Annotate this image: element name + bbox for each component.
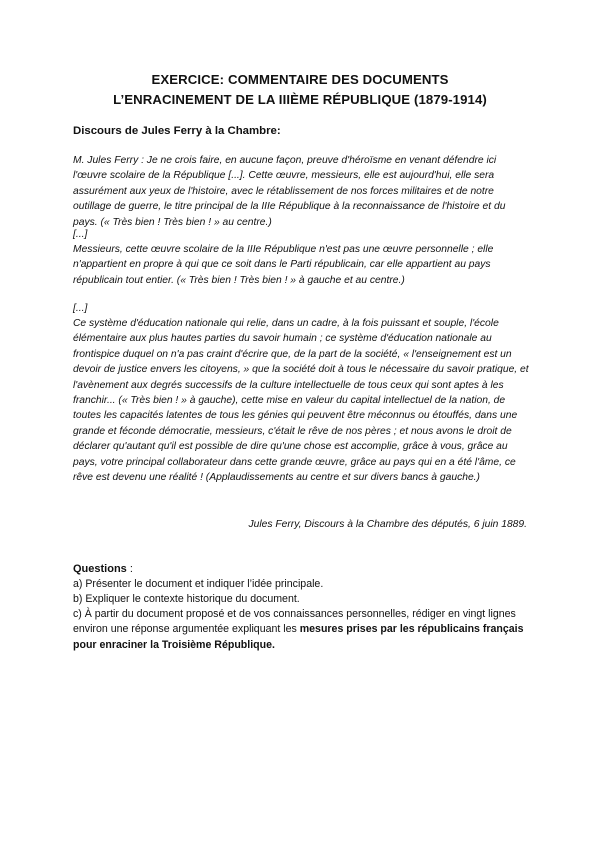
speech-paragraph-1: M. Jules Ferry : Je ne crois faire, en aucune façon, preuve d'héroïsme en venant défendre ici l'œuvre scolaire de la République [...]. Cette œuvre, messieurs, elle est aujourd'hui, elle sera assurément aux yeux de l'histoire, avec le rétablissement de nos forces militaires et de notre outillage de guerre, le titre principal de la IIIe République à la reconnaissance de l'histoire et du pays. (« Très bien ! Très bien ! » au centre.) (73, 155, 506, 228)
speech-ellipsis-2: [...] (73, 303, 88, 314)
question-c-emphasis: mesures prises par les républicains français pour enraciner la Troisième République. (73, 623, 524, 651)
questions-heading-colon: : (126, 563, 133, 575)
question-b: b) Expliquer le contexte historique du document. (73, 593, 300, 605)
document-heading: Discours de Jules Ferry à la Chambre: (73, 125, 281, 137)
exercise-title: EXERCICE: COMMENTAIRE DES DOCUMENTS (151, 72, 449, 87)
speech-ellipsis-1: [...] (73, 229, 88, 240)
question-c (73, 607, 531, 653)
questions-heading (73, 562, 133, 577)
document-source: Jules Ferry, Discours à la Chambre des députés, 6 juin 1889. (248, 519, 527, 530)
question-a: a) Présenter le document et indiquer l’idée principale. (73, 578, 324, 590)
speech-paragraph-2: Messieurs, cette œuvre scolaire de la IIIe République n'est pas une œuvre personnelle ; elle n'appartient en propre à qui que ce soit dans le Parti républicain, car elle appartient au pays républicain tout entier. (« Très bien ! Très bien ! » à gauche et au centre.) (73, 244, 494, 286)
speech-paragraph-3: Ce système d'éducation nationale qui relie, dans un cadre, à la fois puissant et souple, l'école élémentaire aux plus hautes parties du savoir humain ; ce système d'éducation nationale au frontispice duquel on n'a pas craint d'écrire que, de la part de la société, « l'enseignement est un devoir de justice envers les citoyens, » que la société doit à tous le nécessaire du savoir pratique, et l'avènement aux degrés successifs de la culture intellectuelle de tous ceux qui sont aptes à les franchir... (« Très bien ! » à gauche), cette mise en valeur du capital intellectuel de la nation, de toutes les capacités latentes de tous les génies qui peuvent être méconnus ou étouffés, dans une grande et féconde démocratie, messieurs, c'était le rêve de nos pères ; et nous avons le droit de déclarer qu'autant qu'il est possible de dire qu'une chose est accomplie, grâce à vous, grâce au pays, votre principal collaborateur dans cette grande œuvre, grâce au pays qui en a été l'âme, ce rêve est devenu une réalité ! (Applaudissements au centre et sur divers bancs à gauche.) (73, 318, 529, 484)
question-c-text: c) À partir du document proposé et de vos connaissances personnelles, rédiger en vingt lignes environ une réponse argumentée expliquant les (73, 608, 516, 636)
exercise-subtitle: L’ENRACINEMENT DE LA IIIÈME RÉPUBLIQUE (1879-1914) (113, 92, 487, 107)
questions-heading-label: Questions (73, 563, 127, 575)
